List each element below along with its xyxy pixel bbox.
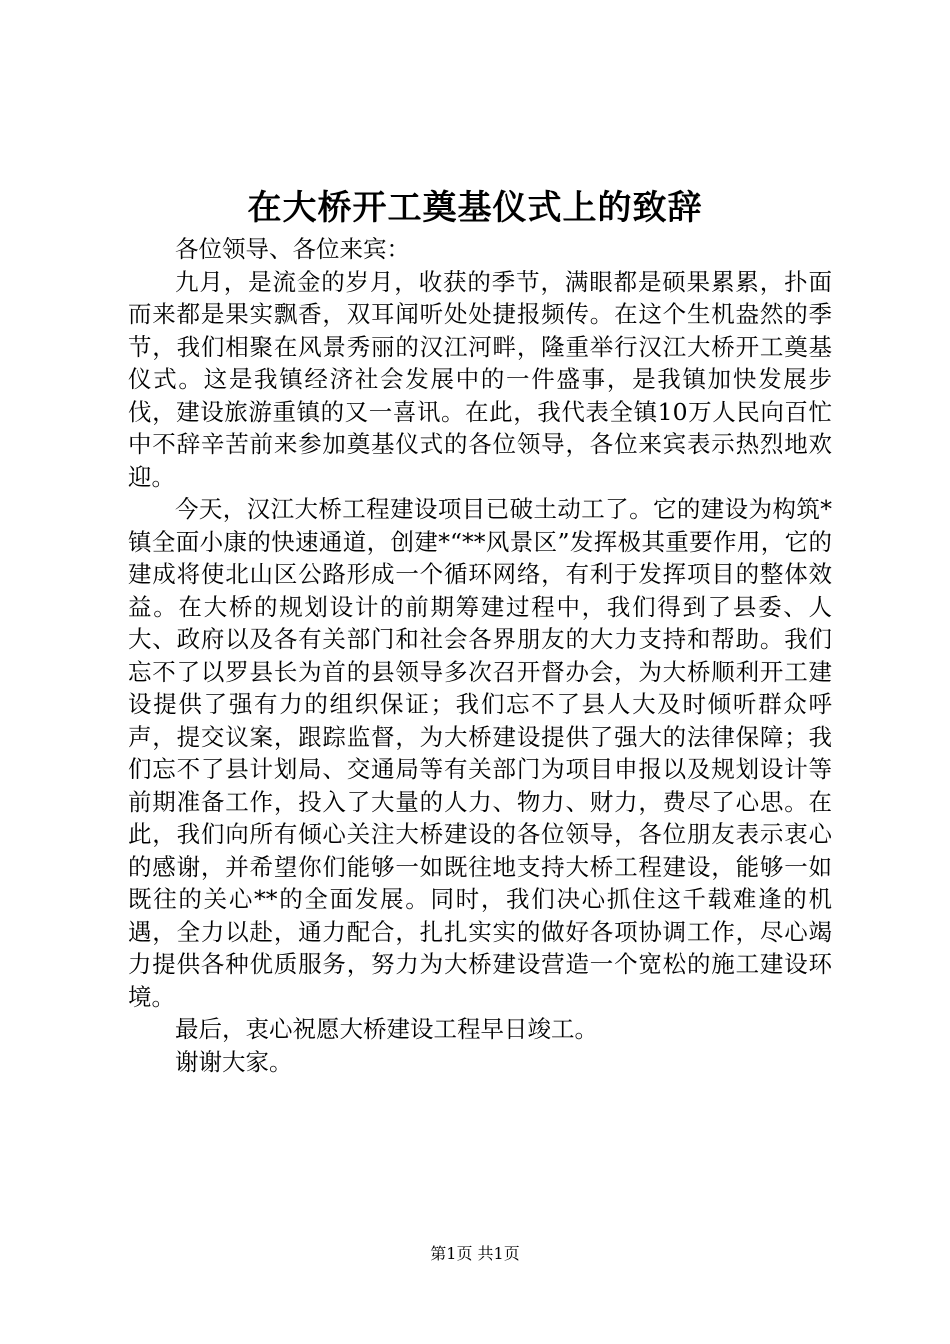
document-title: 在大桥开工奠基仪式上的致辞 — [247, 188, 703, 228]
paragraph-closing: 最后，衷心祝愿大桥建设工程早日竣工。 — [175, 1015, 598, 1043]
page-footer: 第1页 共1页 — [430, 1244, 520, 1263]
salutation: 各位领导、各位来宾： — [175, 235, 410, 263]
paragraph-project: 今天，汉江大桥工程建设项目已破土动工了。它的建设为构筑*镇全面小康的快速通道，创建*“**风景区”发挥极其重要作用，它的建成将使北山区公路形成一个循环网络，有利于发挥项目的整体效益。在大桥的规划设计的前期筹建过程中，我们得到了县委、人大、政府以及各有关部门和社会各界朋友的大力支持和帮助。我们忘不了以罗县长为首的县领导多次召开督办会，为大桥顺利开工建设提供了强有力的组织保证；我们忘不了县人大及时倾听群众呼声，提交议案，跟踪监督，为大桥建设提供了强大的法律保障；我们忘不了县计划局、交通局等有关部门为项目申报以及规划设计等前期准备工作，投入了大量的人力、物力、财力，费尽了心思。在此，我们向所有倾心关注大桥建设的各位领导，各位朋友表示衷心的感谢，并希望你们能够一如既往地支持大桥工程建设，能够一如既往的关心**的全面发展。同时，我们决心抓住这千载难逢的机遇，全力以赴，通力配合，扎扎实实的做好各项协调工作，尽心竭力提供各种优质服务，努力为大桥建设营造一个宽松的施工建设环境。 — [128, 495, 832, 1011]
paragraph-welcome: 九月，是流金的岁月，收获的季节，满眼都是硕果累累，扑面而来都是果实飘香，双耳闻听处处捷报频传。在这个生机盎然的季节，我们相聚在风景秀丽的汉江河畔，隆重举行汉江大桥开工奠基仪式。这是我镇经济社会发展中的一件盛事，是我镇加快发展步伐，建设旅游重镇的又一喜讯。在此，我代表全镇10万人民向百忙中不辞辛苦前来参加奠基仪式的各位领导，各位来宾表示热烈地欢迎。 — [128, 267, 832, 491]
document-body — [128, 233, 832, 1078]
paragraph-thanks: 谢谢大家。 — [175, 1047, 293, 1076]
